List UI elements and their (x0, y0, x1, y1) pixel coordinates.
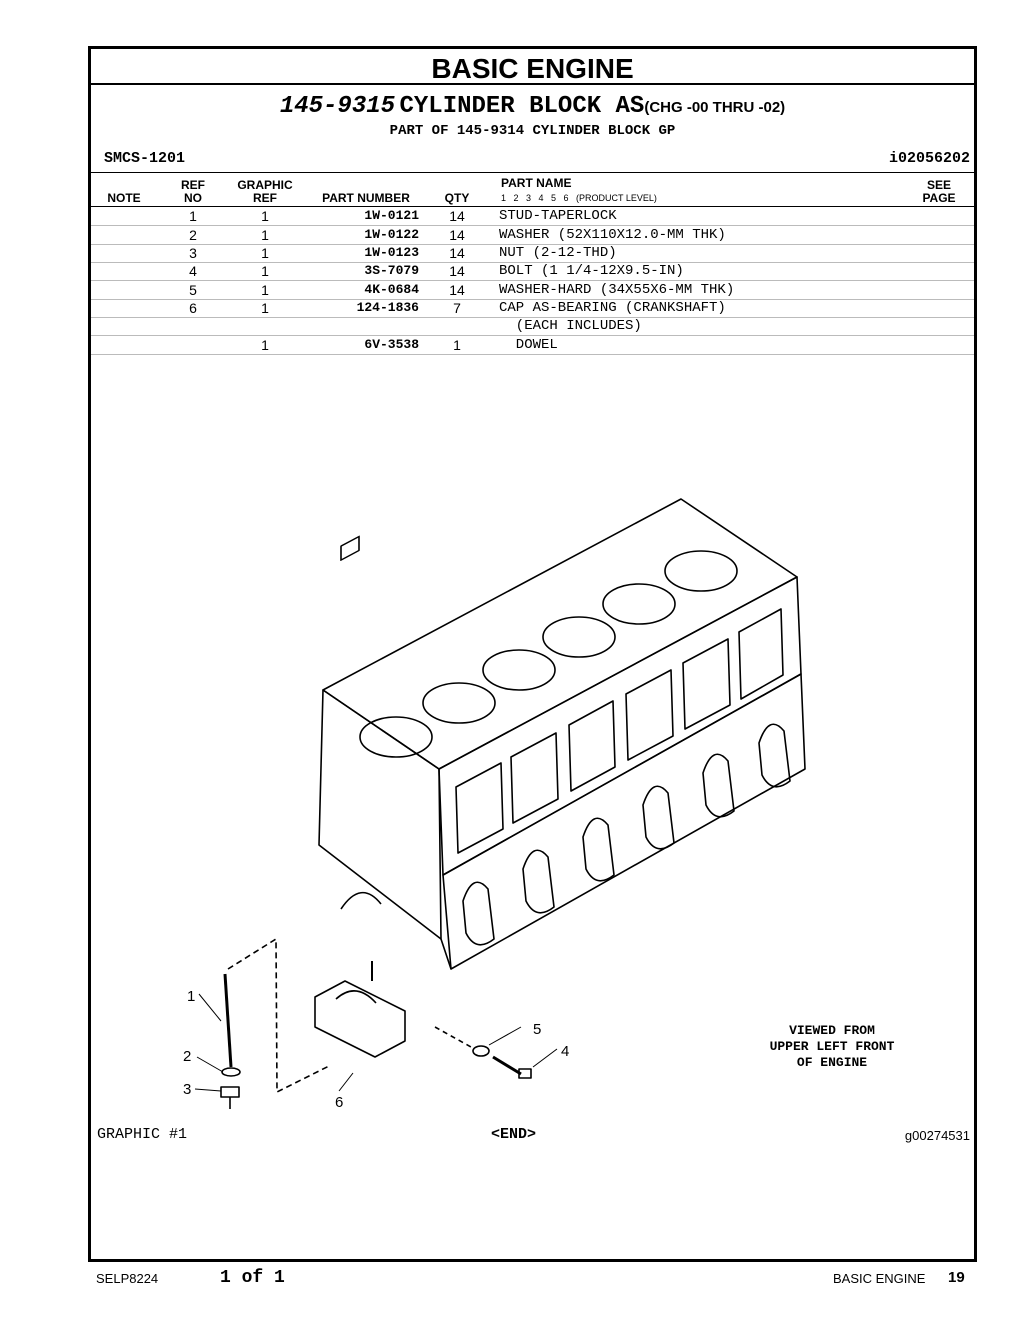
ref-no: 1 (189, 208, 197, 224)
col-graphic-ref-2: REF (253, 191, 277, 205)
graphic-number: g00274531 (904, 1128, 970, 1143)
side-cover-panel (511, 733, 558, 823)
crankcase-bay (759, 724, 790, 787)
side-cover-panel (626, 670, 673, 760)
graphic-ref: 1 (261, 337, 269, 353)
quantity: 7 (453, 300, 461, 316)
table-row[interactable] (91, 299, 974, 318)
col-product-level: 1 2 3 4 5 6 (PRODUCT LEVEL) (501, 193, 657, 203)
part-number[interactable]: 124-1836 (356, 300, 419, 315)
side-cover-panel (569, 701, 615, 791)
col-part-name: PART NAME (501, 176, 572, 190)
table-row[interactable] (91, 336, 974, 355)
crankcase-bay (703, 754, 734, 817)
page-frame (88, 46, 977, 1262)
part-name: NUT (2-12-THD) (499, 245, 617, 261)
side-cover-panel (739, 609, 783, 699)
quantity: 1 (453, 337, 461, 353)
quantity: 14 (449, 227, 465, 243)
graphic-ref: 1 (261, 263, 269, 279)
graphic-ref: 1 (261, 227, 269, 243)
crankcase-bay (643, 786, 674, 849)
callout-1: 1 (187, 988, 196, 1005)
side-cover-panel (456, 763, 503, 853)
page-of-indicator: 1 of 1 (220, 1268, 285, 1288)
part-name: WASHER-HARD (34X55X6-MM THK) (499, 282, 735, 298)
quantity: 14 (449, 263, 465, 279)
cylinder-bore (360, 717, 432, 757)
table-row[interactable] (91, 244, 974, 263)
block-crankcase (443, 674, 805, 969)
quantity: 14 (449, 245, 465, 261)
assembly-name: CYLINDER BLOCK AS (399, 93, 645, 120)
graphic-label: GRAPHIC #1 (97, 1126, 188, 1143)
stud-taperlock (225, 974, 231, 1067)
change-level: (CHG -00 THRU -02) (644, 99, 786, 116)
part-number[interactable]: 4K-0684 (364, 282, 419, 297)
part-number[interactable]: 6V-3538 (364, 337, 419, 352)
graphic-ref: 1 (261, 300, 269, 316)
cylinder-bore (423, 683, 495, 723)
crankcase-bay (583, 818, 614, 881)
graphic-ref: 1 (261, 282, 269, 298)
nut (221, 1087, 239, 1097)
exploded-view-diagram (91, 469, 974, 1109)
callout-2: 2 (183, 1048, 192, 1065)
col-graphic-ref-1: GRAPHIC (237, 178, 293, 192)
col-see-page-1: SEE (926, 178, 951, 192)
ref-no: 4 (189, 263, 197, 279)
part-name: (EACH INCLUDES) (499, 318, 642, 334)
col-see-page-2: PAGE (922, 191, 956, 205)
hard-washer (473, 1046, 489, 1056)
block-top-deck (323, 499, 797, 769)
part-of-line: PART OF 145-9314 CYLINDER BLOCK GP (389, 123, 676, 139)
table-row[interactable] (91, 226, 974, 245)
part-name: CAP AS-BEARING (CRANKSHAFT) (499, 300, 726, 316)
table-row[interactable] (91, 207, 974, 226)
cylinder-bore (603, 584, 675, 624)
table-top-rule (91, 172, 974, 173)
part-name: DOWEL (499, 337, 558, 353)
footer-page-number: 19 (948, 1269, 965, 1286)
view-note-line-3: OF ENGINE (796, 1055, 868, 1070)
footer-section: BASIC ENGINE (833, 1271, 926, 1286)
bolt (493, 1057, 521, 1074)
part-number[interactable]: 1W-0123 (364, 245, 419, 260)
smcs-code: SMCS-1201 (104, 150, 186, 167)
part-name: BOLT (1 1/4-12X9.5-IN) (499, 263, 684, 279)
table-row[interactable] (91, 317, 974, 336)
quantity: 14 (449, 208, 465, 224)
ref-no: 5 (189, 282, 197, 298)
part-name: STUD-TAPERLOCK (499, 208, 617, 224)
col-qty: QTY (444, 191, 470, 205)
table-row[interactable] (91, 281, 974, 300)
cylinder-bore (483, 650, 555, 690)
part-number[interactable]: 3S-7079 (364, 263, 419, 278)
page-title: BASIC ENGINE (91, 49, 974, 85)
graphic-ref: 1 (261, 208, 269, 224)
col-ref-no-2: NO (184, 191, 202, 205)
ref-no: 2 (189, 227, 197, 243)
deck-port (341, 537, 359, 561)
callout-5: 5 (533, 1021, 542, 1038)
assembly-part-number[interactable]: 145-9315 (279, 93, 396, 120)
graphic-ref: 1 (261, 245, 269, 261)
assembly-heading (91, 93, 974, 120)
callout-4: 4 (561, 1043, 570, 1060)
ref-no: 6 (189, 300, 197, 316)
table-row[interactable] (91, 262, 974, 281)
crank-bore (341, 893, 381, 909)
part-number[interactable]: 1W-0121 (364, 208, 419, 223)
illustration-id: i02056202 (888, 150, 970, 167)
end-marker: <END> (491, 1126, 537, 1143)
col-note: NOTE (107, 191, 141, 205)
crankcase-bay (463, 882, 494, 945)
quantity: 14 (449, 282, 465, 298)
washer (222, 1068, 240, 1076)
callout-3: 3 (183, 1081, 192, 1098)
view-note-line-2: UPPER LEFT FRONT (769, 1039, 895, 1054)
crankcase-bay (523, 850, 554, 913)
col-part-number: PART NUMBER (322, 191, 410, 205)
ref-no: 3 (189, 245, 197, 261)
part-name: WASHER (52X110X12.0-MM THK) (499, 227, 726, 243)
col-ref-no-1: REF (181, 178, 205, 192)
cylinder-bore (665, 551, 737, 591)
cylinder-bore (543, 617, 615, 657)
publication-number: SELP8224 (96, 1271, 159, 1286)
part-number[interactable]: 1W-0122 (364, 227, 419, 242)
view-note-line-1: VIEWED FROM (789, 1023, 875, 1038)
side-cover-panel (683, 639, 730, 729)
callout-6: 6 (335, 1094, 344, 1109)
